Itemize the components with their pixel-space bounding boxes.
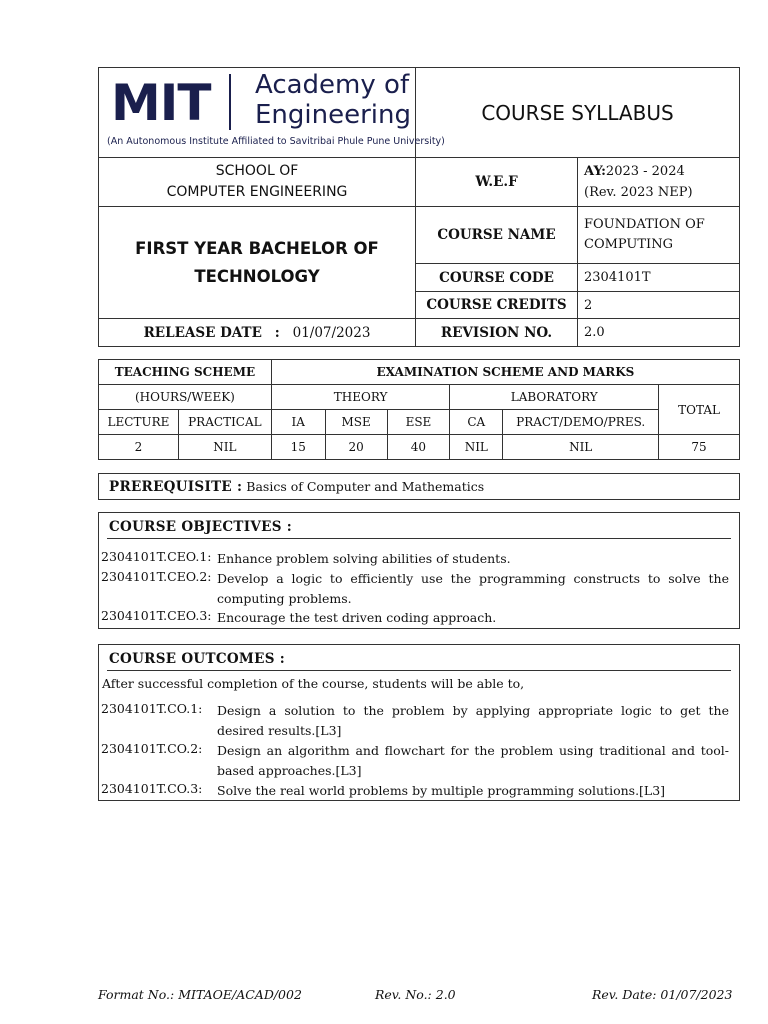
- release-date-cell: [99, 319, 416, 347]
- footer-rev: Rev. No.: 2.0: [375, 987, 456, 1002]
- course-name-line2: COMPUTING: [584, 237, 673, 252]
- col-pract: PRACT/DEMO/PRES.: [503, 410, 659, 435]
- program-line1: FIRST YEAR BACHELOR OF: [135, 238, 379, 258]
- val-lecture: 2: [99, 435, 179, 460]
- logo-subtitle: (An Autonomous Institute Affiliated to Savitribai Phule Pune University): [107, 136, 445, 147]
- outcome-item: [99, 781, 739, 801]
- course-name-line1: FOUNDATION OF: [584, 217, 705, 232]
- footer-date: Rev. Date: 01/07/2023: [592, 987, 733, 1002]
- release-date-sep: :: [274, 324, 280, 341]
- outcome-item: [99, 701, 739, 741]
- release-date-value: 01/07/2023: [292, 324, 371, 341]
- rev-nep: (Rev. 2023 NEP): [584, 185, 693, 200]
- logo-divider: [229, 74, 231, 130]
- objective-code: 2304101T.CEO.1:: [101, 549, 212, 564]
- objectives-box: [98, 512, 740, 629]
- program-name: [99, 207, 416, 319]
- objective-item: [99, 569, 739, 609]
- val-ca: NIL: [450, 435, 503, 460]
- prerequisite-label: PREREQUISITE :: [109, 479, 243, 495]
- course-name-value: [578, 207, 740, 264]
- objective-code: 2304101T.CEO.3:: [101, 608, 212, 623]
- logo-academy: [255, 70, 411, 130]
- outcome-item: [99, 741, 739, 781]
- outcome-code: 2304101T.CO.3:: [101, 781, 203, 796]
- objectives-title: COURSE OBJECTIVES :: [109, 519, 293, 535]
- teaching-scheme-header: TEACHING SCHEME: [99, 360, 272, 385]
- ay-value: 2023 - 2024: [605, 164, 685, 179]
- outcomes-title: COURSE OUTCOMES :: [109, 651, 286, 667]
- logo-mit: MIT: [111, 74, 211, 132]
- outcome-text: Solve the real world problems by multiple programming solutions.[L3]: [217, 783, 666, 798]
- course-syllabus-title: COURSE SYLLABUS: [416, 68, 740, 158]
- wef-label: W.E.F: [416, 158, 578, 207]
- objectives-rule: [107, 538, 731, 539]
- val-practical: NIL: [178, 435, 271, 460]
- prerequisite-text: Basics of Computer and Mathematics: [246, 479, 485, 494]
- course-credits-label: COURSE CREDITS: [416, 292, 578, 319]
- header-table: [98, 67, 740, 347]
- objective-text: Enhance problem solving abilities of students.: [217, 551, 511, 566]
- course-credits-value: 2: [578, 292, 740, 319]
- revision-no-label: REVISION NO.: [416, 319, 578, 347]
- exam-scheme-header: EXAMINATION SCHEME AND MARKS: [271, 360, 739, 385]
- theory-header: THEORY: [271, 385, 450, 410]
- outcome-text: Design a solution to the problem by applying appropriate logic to get the desired results.[L3]: [217, 703, 729, 738]
- total-header: TOTAL: [659, 385, 740, 435]
- academic-year: [578, 158, 740, 207]
- school-line2: COMPUTER ENGINEERING: [166, 184, 348, 200]
- prerequisite-line: [109, 479, 484, 495]
- outcomes-intro: After successful completion of the course, students will be able to,: [102, 676, 525, 691]
- revision-no-value: 2.0: [578, 319, 740, 347]
- course-name-label: COURSE NAME: [416, 207, 578, 264]
- course-code-value: 2304101T: [578, 264, 740, 292]
- outcome-text: Design an algorithm and flowchart for the problem using traditional and tool-based approaches.[L3]: [217, 743, 729, 778]
- course-code-label: COURSE CODE: [416, 264, 578, 292]
- val-ia: 15: [271, 435, 325, 460]
- scheme-table: [98, 359, 740, 460]
- col-mse: MSE: [325, 410, 387, 435]
- logo-academy-line2: Engineering: [255, 100, 411, 130]
- release-date-label: RELEASE DATE: [143, 324, 262, 341]
- outcome-code: 2304101T.CO.1:: [101, 701, 203, 716]
- school-name: [99, 158, 416, 207]
- program-line2: TECHNOLOGY: [194, 266, 320, 286]
- col-ia: IA: [271, 410, 325, 435]
- laboratory-header: LABORATORY: [450, 385, 659, 410]
- logo-academy-line1: Academy of: [255, 70, 410, 100]
- outcome-code: 2304101T.CO.2:: [101, 741, 203, 756]
- outcomes-box: [98, 644, 740, 801]
- objective-code: 2304101T.CEO.2:: [101, 569, 212, 584]
- col-ese: ESE: [387, 410, 450, 435]
- objective-text: Develop a logic to efficiently use the programming constructs to solve the computing problems.: [217, 571, 729, 606]
- school-line1: SCHOOL OF: [215, 163, 299, 179]
- col-practical: PRACTICAL: [178, 410, 271, 435]
- prerequisite-box: [98, 473, 740, 500]
- val-ese: 40: [387, 435, 450, 460]
- footer-format: Format No.: MITAOE/ACAD/002: [98, 987, 302, 1002]
- val-total: 75: [659, 435, 740, 460]
- objective-item: [99, 608, 739, 628]
- val-pract: NIL: [503, 435, 659, 460]
- objective-item: [99, 549, 739, 569]
- val-mse: 20: [325, 435, 387, 460]
- col-lecture: LECTURE: [99, 410, 179, 435]
- objective-text: Encourage the test driven coding approach.: [217, 610, 497, 625]
- col-ca: CA: [450, 410, 503, 435]
- outcomes-rule: [107, 670, 731, 671]
- hours-week: (HOURS/WEEK): [99, 385, 272, 410]
- ay-label: AY:: [584, 164, 606, 179]
- logo-cell: [99, 68, 445, 158]
